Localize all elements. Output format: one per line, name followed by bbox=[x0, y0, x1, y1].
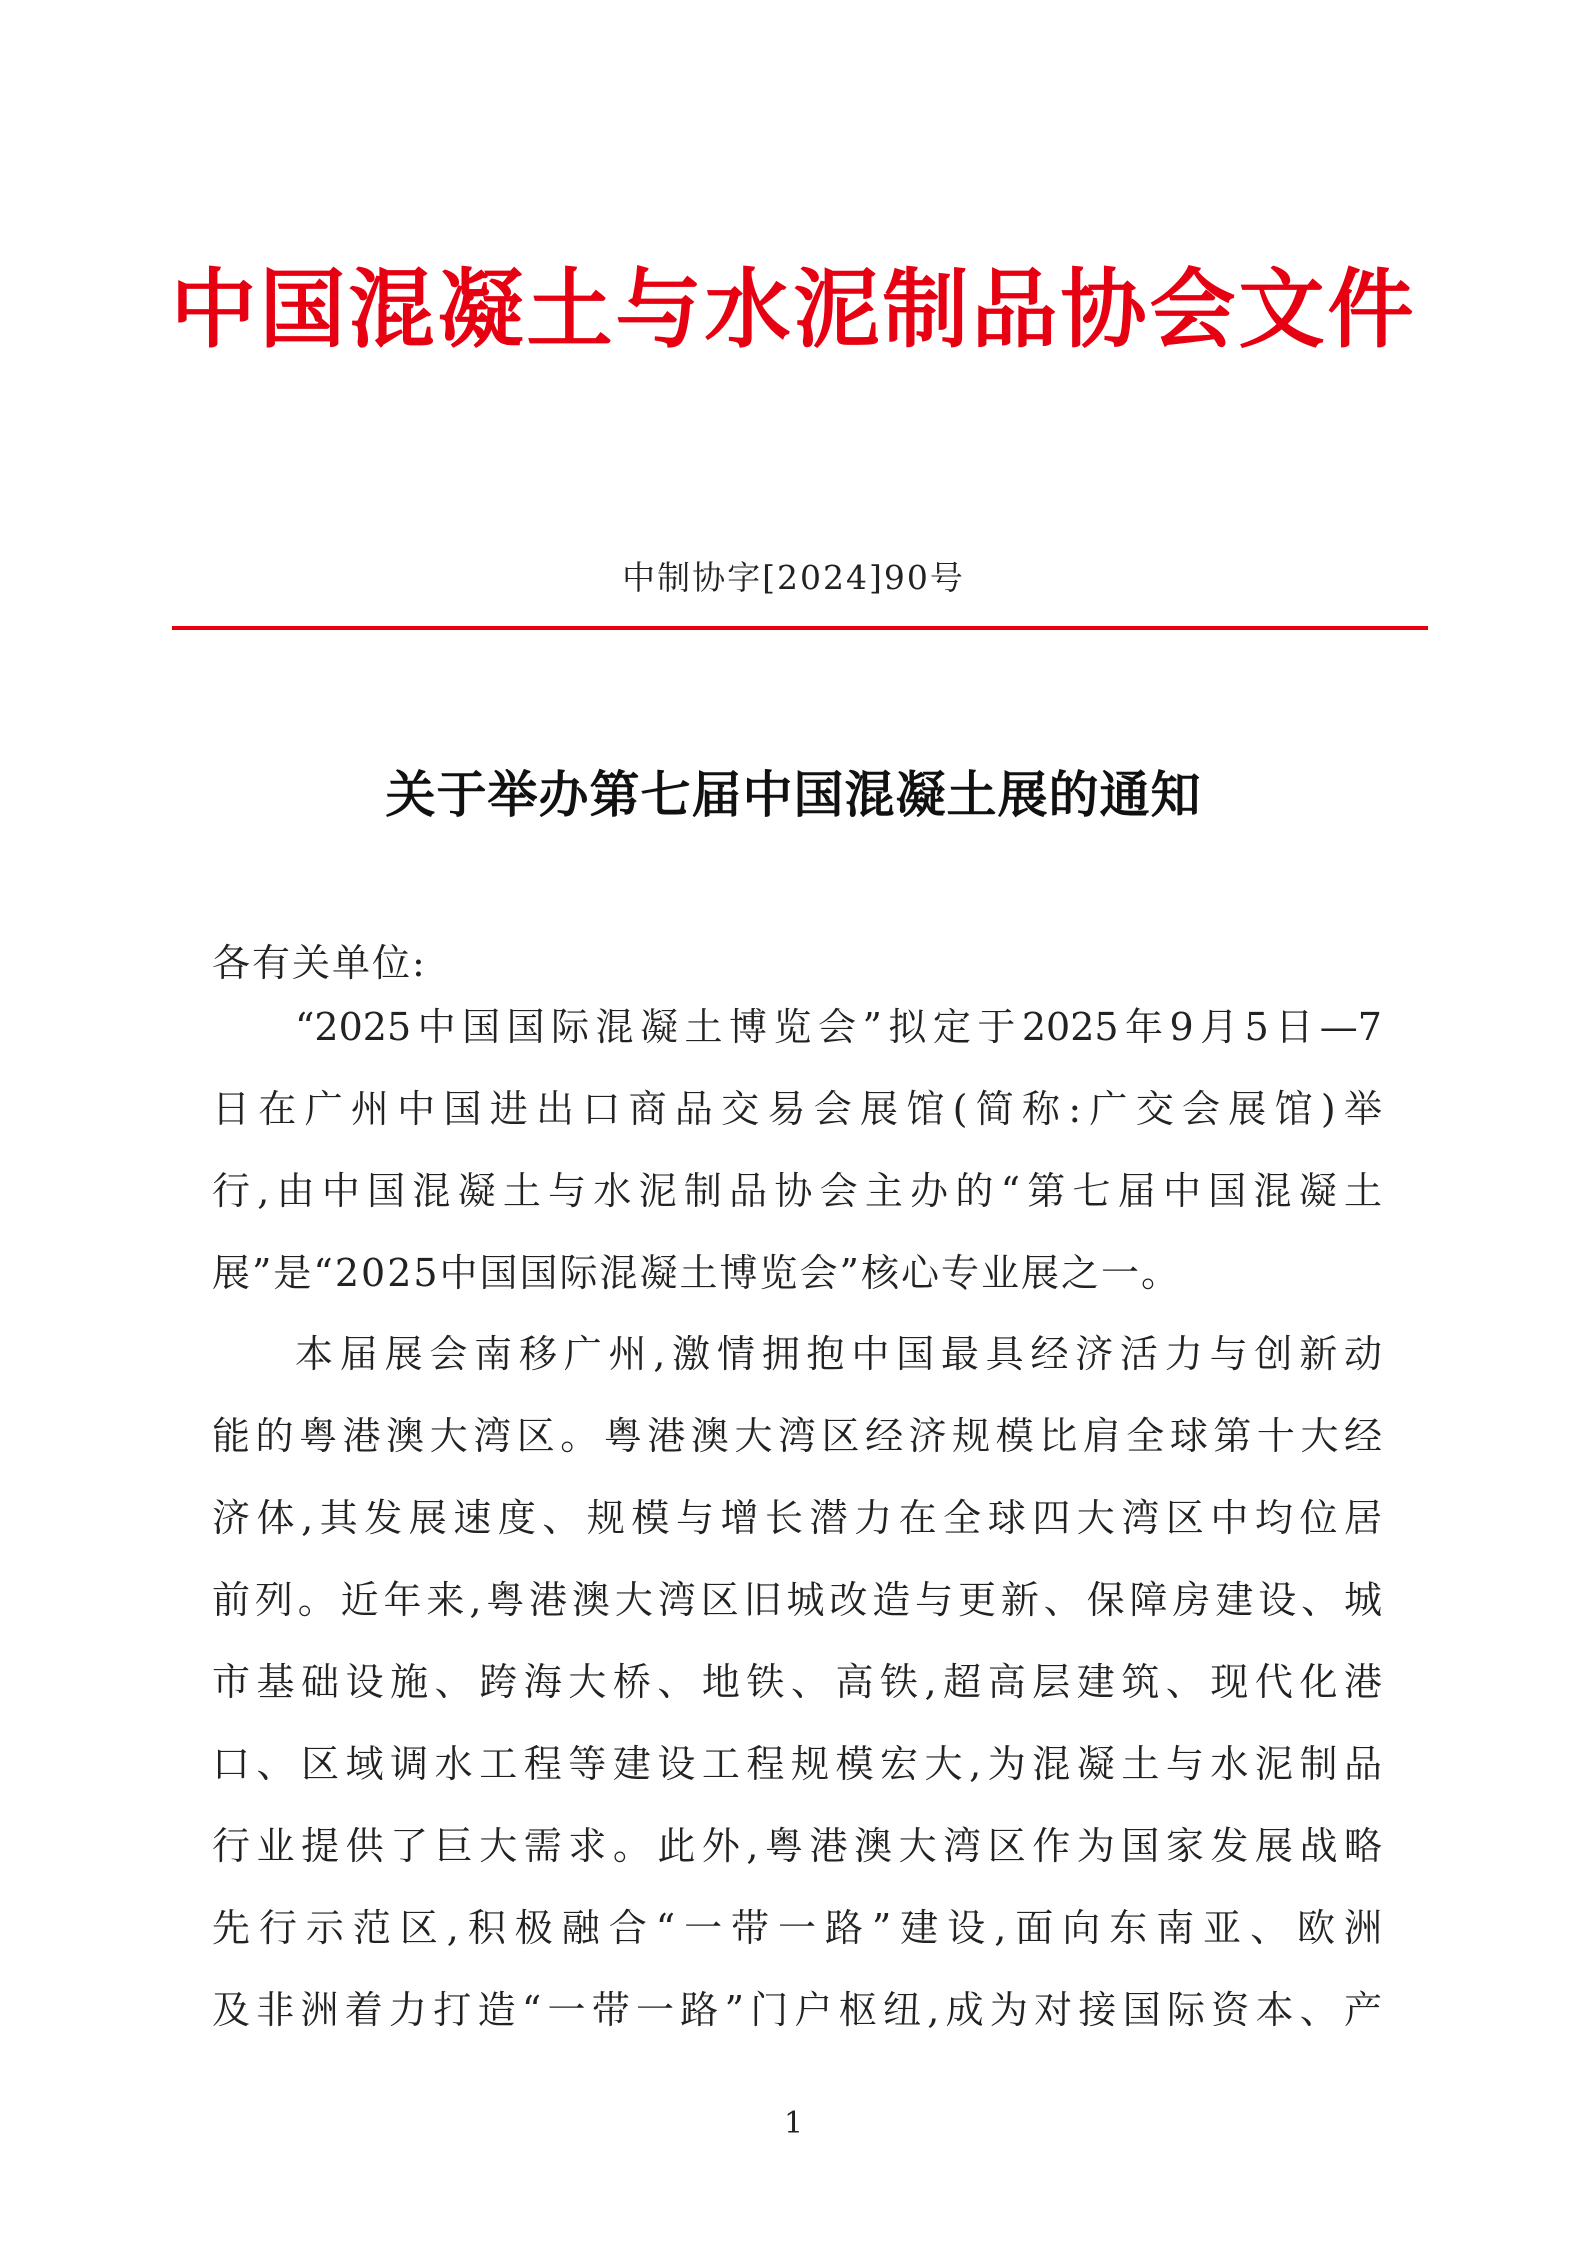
red-divider-rule bbox=[172, 626, 1428, 630]
salutation: 各有关单位: bbox=[212, 941, 427, 985]
paragraph-2-line-6: 口、区域调水工程等建设工程规模宏大,为混凝土与水泥制品 bbox=[212, 1742, 1382, 1786]
paragraph-1-line-4: 展”是“2025中国国际混凝土博览会”核心专业展之一。 bbox=[212, 1251, 1181, 1295]
paragraph-2-line-5: 市基础设施、跨海大桥、地铁、高铁,超高层建筑、现代化港 bbox=[212, 1660, 1382, 1704]
paragraph-2-line-7: 行业提供了巨大需求。此外,粤港澳大湾区作为国家发展战略 bbox=[212, 1824, 1382, 1868]
paragraph-2-line-4: 前列。近年来,粤港澳大湾区旧城改造与更新、保障房建设、城 bbox=[212, 1578, 1382, 1622]
paragraph-1-line-2: 日在广州中国进出口商品交易会展馆(简称:广交会展馆)举 bbox=[212, 1087, 1382, 1131]
paragraph-2-line-8: 先行示范区,积极融合“一带一路”建设,面向东南亚、欧洲 bbox=[212, 1906, 1382, 1950]
paragraph-1-line-3: 行,由中国混凝土与水泥制品协会主办的“第七届中国混凝土 bbox=[212, 1169, 1382, 1213]
paragraph-2-line-2: 能的粤港澳大湾区。粤港澳大湾区经济规模比肩全球第十大经 bbox=[212, 1414, 1382, 1458]
paragraph-1-line-1: “2025中国国际混凝土博览会”拟定于2025年9月5日—7 bbox=[295, 1005, 1382, 1049]
page-number: 1 bbox=[783, 2106, 804, 2141]
document-number: 中制协字[2024]90号 bbox=[622, 558, 965, 597]
notice-title: 关于举办第七届中国混凝土展的通知 bbox=[385, 765, 1202, 824]
paragraph-2-line-9: 及非洲着力打造“一带一路”门户枢纽,成为对接国际资本、产 bbox=[212, 1988, 1382, 2032]
paragraph-2-line-1: 本届展会南移广州,激情拥抱中国最具经济活力与创新动 bbox=[295, 1332, 1382, 1376]
masthead-title: 中国混凝土与水泥制品协会文件 bbox=[170, 259, 1417, 360]
paragraph-2-line-3: 济体,其发展速度、规模与增长潜力在全球四大湾区中均位居 bbox=[212, 1496, 1382, 1540]
